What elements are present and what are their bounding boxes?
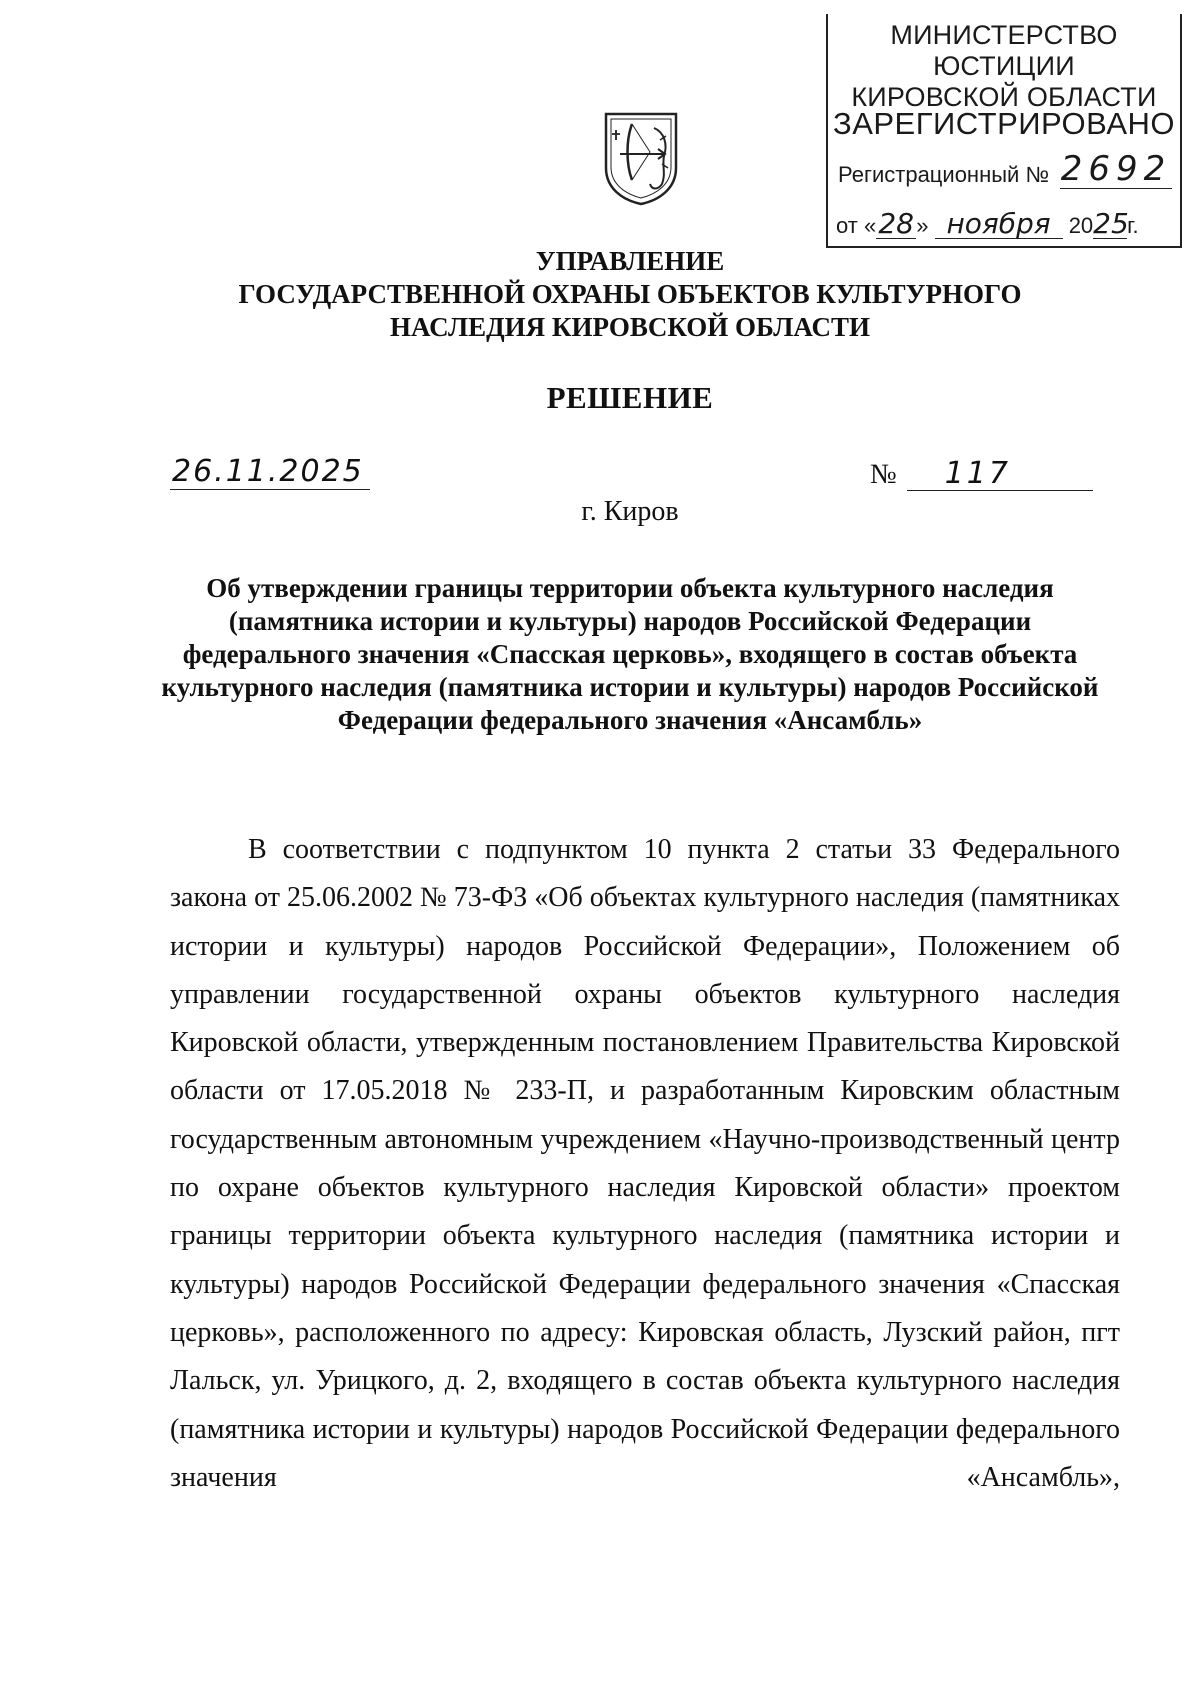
stamp-date-prefix: от « — [836, 213, 877, 238]
stamp-date-mid: » — [916, 213, 929, 238]
document-number-label: № — [870, 459, 897, 490]
coat-of-arms-icon — [602, 110, 680, 206]
document-number-block — [870, 458, 1093, 491]
stamp-ministry-line2: КИРОВСКОЙ ОБЛАСТИ — [851, 82, 1157, 112]
stamp-date-year-prefix: 20 — [1068, 213, 1094, 238]
stamp-ministry-line1: МИНИСТЕРСТВО ЮСТИЦИИ — [890, 20, 1118, 81]
org-name-line2: ГОСУДАРСТВЕННОЙ ОХРАНЫ ОБЪЕКТОВ КУЛЬТУРНОГО — [238, 279, 1022, 309]
stamp-reg-label: Регистрационный № — [838, 162, 1050, 187]
stamp-date — [836, 207, 1139, 240]
document-subject: Об утверждении границы территории объекта культурного наследия (памятника истории и культуры) народов Российской Федерации федерального значения «Спасская церковь», входящего в состав объекта культурного наследия (памятника истории и культуры) народов Российской Федерации федерального значения «Ансамбль» — [161, 573, 1099, 735]
stamp-date-month: ноября — [935, 210, 1063, 239]
stamp-date-suffix: г. — [1127, 213, 1139, 238]
document-number: 117 — [907, 458, 1093, 491]
registration-stamp — [826, 14, 1182, 248]
org-name-line3: НАСЛЕДИЯ КИРОВСКОЙ ОБЛАСТИ — [390, 312, 870, 342]
stamp-date-day: 28 — [876, 210, 916, 239]
stamp-date-year: 25 — [1093, 207, 1129, 240]
document-type: РЕШЕНИЕ — [546, 380, 714, 415]
document-body-paragraph: В соответствии с подпунктом 10 пункта 2 статьи 33 Федерального закона от 25.06.2002 № 73-ФЗ «Об объектах культурного наследия (памятниках истории и культуры) народов Российской Федерации», Положением об управлении государственной охраны объектов культурного наследия Кировской области, утвержденным постановлением Правительства Кировской области от 17.05.2018 № 233-П, и разработанным Кировским областным государственным автономным учреждением «Научно-производственный центр по охране объектов культурного наследия Кировской области» проектом границы территории объекта культурного наследия (памятника истории и культуры) народов Российской Федерации федерального значения «Спасская церковь», расположенного по адресу: Кировская область, Лузский район, пгт Лальск, ул. Урицкого, д. 2, входящего в состав объекта культурного наследия (памятника истории и культуры) народов Российской Федерации федерального значения «Ансамбль», — [170, 834, 1120, 1493]
document-date: 26.11.2025 — [170, 455, 370, 490]
org-name-line1: УПРАВЛЕНИЕ — [535, 246, 725, 276]
stamp-ministry — [828, 20, 1180, 113]
stamp-reg-number: 2692 — [1060, 149, 1172, 189]
document-city: г. Киров — [581, 496, 679, 527]
stamp-status: ЗАРЕГИСТРИРОВАНО — [832, 106, 1175, 141]
